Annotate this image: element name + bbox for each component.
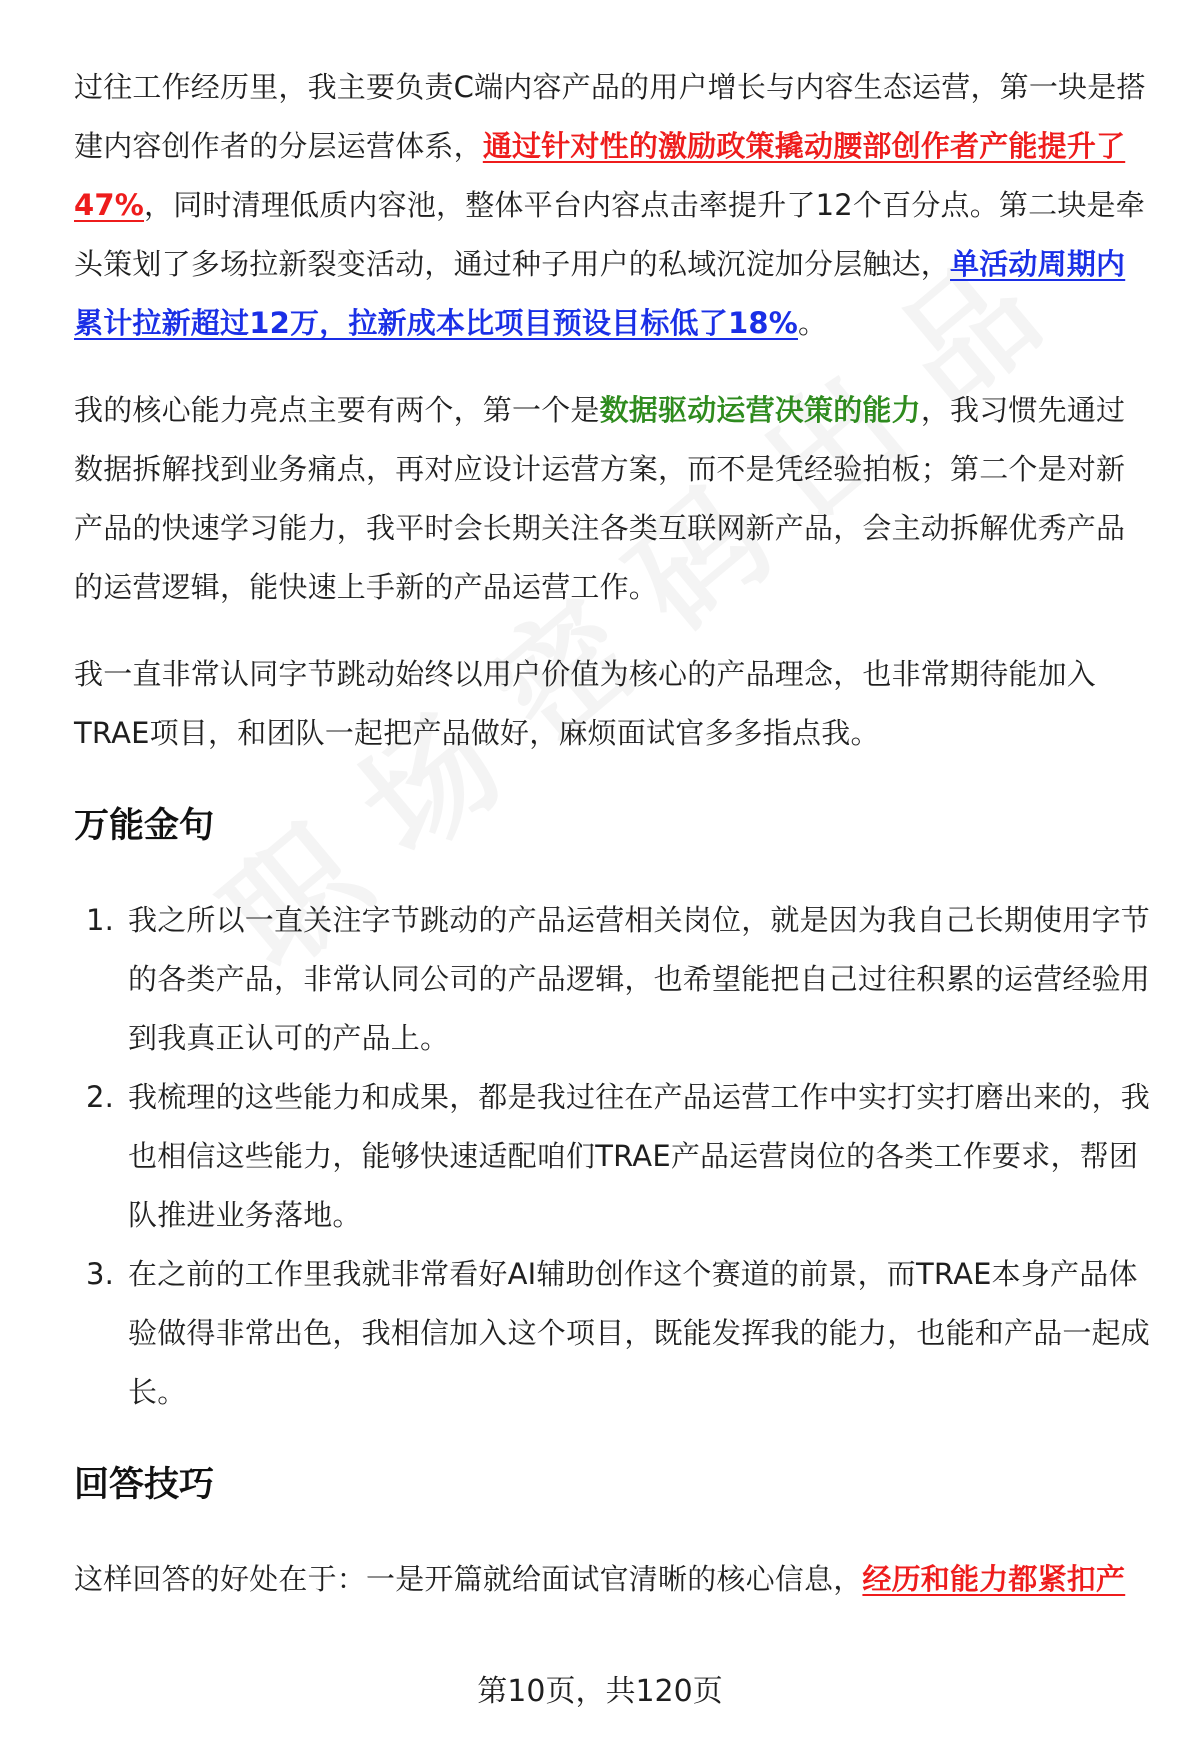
text-run: ，同时清理低质内容池，整体平台内容点击率提升了12个百分点。第二块是牵头策划了多场拉新裂变活动，通过种子用户的私域沉淀加分层触达， <box>74 188 1145 281</box>
list-text: 我梳理的这些能力和成果，都是我过往在产品运营工作中实打实打磨出来的，我也相信这些能力，能够快速适配咱们TRAE产品运营岗位的各类工作要求，帮团队推进业务落地。 <box>128 1080 1151 1232</box>
list-text: 在之前的工作里我就非常看好AI辅助创作这个赛道的前景，而TRAE本身产品体验做得非常出色，我相信加入这个项目，既能发挥我的能力，也能和产品一起成长。 <box>128 1257 1151 1409</box>
page-footer: 第10页，共120页 <box>477 1674 723 1709</box>
list-item <box>74 1245 1154 1422</box>
highlight-blue: 单活动周期内累计拉新超过12万，拉新成本比项目预设目标低了18% <box>74 247 1126 340</box>
list-number: 1. <box>86 903 115 937</box>
text-run: 这样回答的好处在于：一是开篇就给面试官清晰的核心信息， <box>74 1562 863 1596</box>
list-item <box>74 891 1154 1068</box>
text-run: ，我习惯先通过数据拆解找到业务痛点，再对应设计运营方案，而不是凭经验拍板；第二个是对新产品的快速学习能力，我平时会长期关注各类互联网新产品，会主动拆解优秀产品的运营逻辑，能快速上手新的产品运营工作。 <box>74 393 1126 604</box>
paragraph-experience <box>74 58 1154 353</box>
section-heading-golden-sentences: 万能金句 <box>74 806 215 846</box>
highlight-red: 通过针对性的激励政策撬动腰部创作者产能提升了47% <box>74 129 1126 222</box>
list-item <box>74 1068 1154 1245</box>
paragraph-motivation <box>74 645 1154 763</box>
section-heading-answer-tips: 回答技巧 <box>74 1465 215 1505</box>
text-run: 我的核心能力亮点主要有两个，第一个是 <box>74 393 600 427</box>
document-page <box>74 58 1154 1609</box>
text-run: 过往工作经历里，我主要负责C端内容产品的用户增长与内容生态运营，第一块是搭建内容创作者的分层运营体系， <box>74 70 1146 163</box>
golden-sentences-list <box>74 891 1154 1422</box>
paragraph-tips <box>74 1550 1154 1609</box>
text-run: 我一直非常认同字节跳动始终以用户价值为核心的产品理念，也非常期待能加入TRAE项目，和团队一起把产品做好，麻烦面试官多多指点我。 <box>74 657 1097 750</box>
list-number: 2. <box>86 1080 115 1114</box>
text-run: 。 <box>797 306 828 340</box>
highlight-green: 数据驱动运营决策的能力 <box>599 393 921 427</box>
list-number: 3. <box>86 1257 115 1291</box>
paragraph-abilities <box>74 381 1154 617</box>
highlight-red: 经历和能力都紧扣产 <box>862 1562 1126 1596</box>
list-text: 我之所以一直关注字节跳动的产品运营相关岗位，就是因为我自己长期使用字节的各类产品，非常认同公司的产品逻辑，也希望能把自己过往积累的运营经验用到我真正认可的产品上。 <box>128 903 1151 1055</box>
